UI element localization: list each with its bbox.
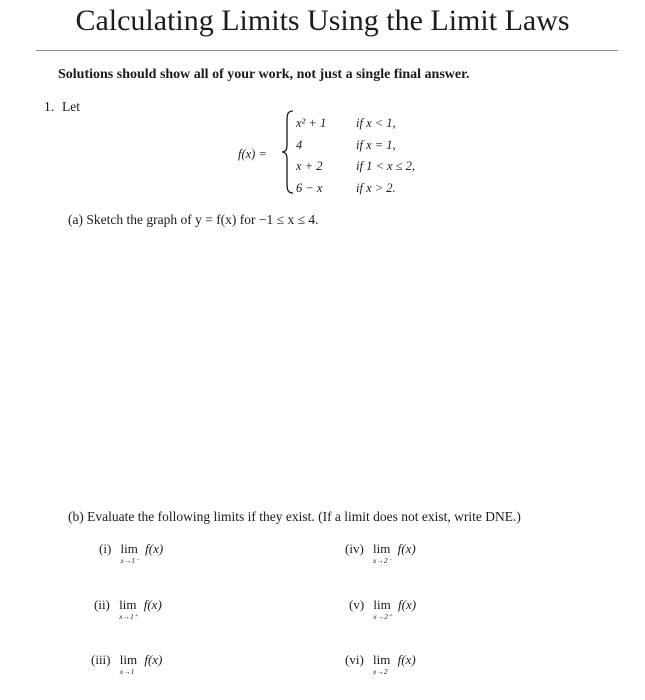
sketch-area xyxy=(60,235,600,495)
piece-condition: if x < 1, xyxy=(356,116,396,130)
limit-subscript: x→1⁻ xyxy=(120,556,140,565)
piece-condition: if x = 1, xyxy=(356,138,396,152)
piecewise-brace xyxy=(281,109,295,195)
limit-operator: lim xyxy=(373,541,391,556)
page-title: Calculating Limits Using the Limit Laws xyxy=(75,4,570,37)
limit-operator: lim xyxy=(119,652,138,667)
piece-condition: if 1 < x ≤ 2, xyxy=(356,159,416,173)
limit-label: (ii) xyxy=(94,597,110,612)
part-b-prompt: (b) Evaluate the following limits if they exist. (If a limit does not exist, write DNE.) xyxy=(68,509,521,524)
limit-function: f(x) xyxy=(398,597,417,612)
limit-function: f(x) xyxy=(143,597,162,612)
limit-item xyxy=(91,652,163,676)
limit-function: f(x) xyxy=(145,541,164,556)
limit-label: (i) xyxy=(99,541,112,556)
limit-subscript: x→1⁺ xyxy=(119,612,138,621)
limit-item xyxy=(94,597,162,621)
piece-expr: x + 2 xyxy=(296,159,323,173)
piece-condition: if x > 2. xyxy=(356,181,396,195)
limit-subscript: x→1 xyxy=(119,667,135,676)
limit-function: f(x) xyxy=(397,652,416,667)
limit-operator: lim xyxy=(119,597,137,612)
problem-lead: Let xyxy=(62,99,80,114)
limit-label: (vi) xyxy=(345,652,364,667)
limit-subscript: x→2 xyxy=(373,667,388,676)
part-a-prompt: (a) Sketch the graph of y = f(x) for −1 ≤ x ≤ 4. xyxy=(68,212,319,227)
limit-item xyxy=(345,541,416,565)
limit-label: (iii) xyxy=(91,652,111,667)
limit-operator: lim xyxy=(120,541,138,556)
piece-expr: x² + 1 xyxy=(296,116,327,130)
limit-item xyxy=(345,652,416,676)
limit-operator: lim xyxy=(373,652,391,667)
problem-number: 1. xyxy=(44,99,55,114)
limit-item xyxy=(349,597,417,621)
limit-operator: lim xyxy=(373,597,391,612)
limit-function: f(x) xyxy=(144,652,163,667)
instructions-text: Solutions should show all of your work, not just a single final answer. xyxy=(58,67,470,82)
limit-item xyxy=(99,541,164,565)
limit-label: (v) xyxy=(349,597,365,612)
piece-expr: 6 − x xyxy=(296,181,323,195)
limit-subscript: x→2⁻ xyxy=(373,556,392,565)
limit-label: (iv) xyxy=(345,541,364,556)
piece-expr: 4 xyxy=(296,138,303,152)
limit-subscript: x→2⁺ xyxy=(373,612,392,621)
function-label: f(x) = xyxy=(238,147,267,161)
title-divider xyxy=(36,50,618,51)
limit-function: f(x) xyxy=(397,541,416,556)
